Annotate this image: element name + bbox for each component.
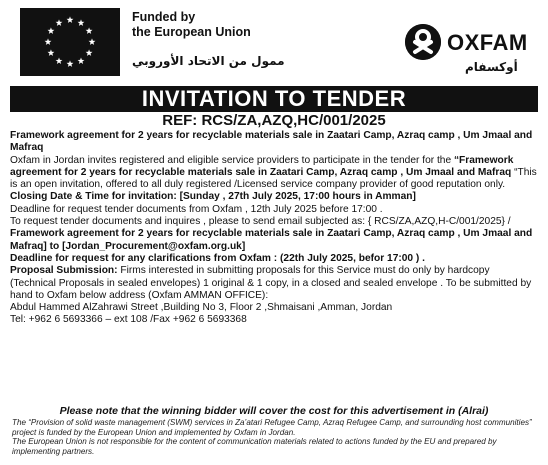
eu-disclaimer [12, 418, 538, 456]
contact-phone-fax: Tel: +962 6 5693366 – ext 108 /Fax +962 6 5693368 [10, 314, 247, 326]
request-intro: To request tender documents and inquires , please to send email subjected as: { RCS/ZA,AZQ,H-C/001/2025} / [10, 216, 511, 228]
tender-subject: Framework agreement for 2 years for recyclable materials sale in Zaatari Camp, Azraq camp , Um Jmaal and Mafraq [10, 130, 533, 154]
disclaimer-line-2: The European Union is not responsible for the content of communication materials related to actions funded by the EU and prepared by implementing partners. [12, 437, 497, 456]
request-instructions [10, 216, 538, 253]
invitation-intro: Oxfam in Jordan invites registered and eligible service providers to participate in the tender for the [10, 154, 454, 166]
invitation-open-text: “This is an open invitation, offered to all duly registered /Licensed service company provider of good reputation only. [10, 166, 537, 191]
oxfam-wordmark: OXFAM [447, 30, 528, 55]
office-address: Abdul Hammed AlZahrawi Street ,Building No 3, Floor 2 ,Shmaisani ,Amman, Jordan [10, 302, 393, 314]
reference-number: REF: RCS/ZA,AZQ,HC/001/2025 [162, 112, 386, 129]
proposal-submission [10, 265, 538, 302]
request-subject-and-email: Framework agreement for 2 years for recyclable materials sale in Zaatari Camp, Azraq camp , Um Jmaal and Mafraq] to [Jordan_Procurement@oxfam.org.uk] [10, 228, 533, 252]
tender-title-banner: INVITATION TO TENDER [10, 86, 538, 112]
funded-line-1: Funded by [132, 10, 196, 24]
oxfam-wordmark-arabic: أوكسفام [465, 60, 518, 74]
disclaimer-line-1: The “Provision of solid waste management (SWM) services in Za’atari Refugee Camp, Azraq Refugee Camp, and surrounding host communities” project is funded by the European Union and implemented by Oxfam in Jordan. [12, 418, 532, 437]
proposal-text: Firms interested in submitting proposals for this Service must do only by hardcopy (Technical Proposals in sealed envelopes) 1 original & 1 copy, in a closed and sealed envelope . To be submitted by hand to Oxfam below address (Oxfam AMMAN OFFICE): [10, 265, 532, 301]
tender-body [10, 130, 538, 327]
eu-flag-logo [20, 8, 120, 76]
oxfam-emblem-icon [405, 24, 441, 60]
oxfam-logo [405, 22, 535, 82]
funded-line-2: the European Union [132, 25, 251, 39]
documents-deadline: Deadline for request tender documents from Oxfam , 12th July 2025 before 17:00 . [10, 203, 383, 215]
funded-by-eu [132, 10, 251, 40]
advertisement-cost-note: Please note that the winning bidder will cover the cost for this advertisement in (Alrai) [59, 405, 489, 417]
invitation-paragraph [10, 155, 538, 204]
proposal-label: Proposal Submission: [10, 265, 118, 277]
clarifications-deadline: Deadline for request for any clarifications from Oxfam : (22th July 2025, befor 17:00 ) . [10, 252, 425, 264]
header [0, 0, 548, 85]
closing-date: Closing Date & Time for invitation: [Sunday , 27th July 2025, 17:00 hours in Amman] [10, 191, 416, 203]
funded-by-eu-arabic: ممول من الاتحاد الأوروبي [132, 54, 285, 68]
invitation-project-title: “Framework agreement for 2 years for recyclable materials sale in Zaatari Camp, Azraq camp , Um Jmaal and Mafraq [10, 154, 515, 178]
